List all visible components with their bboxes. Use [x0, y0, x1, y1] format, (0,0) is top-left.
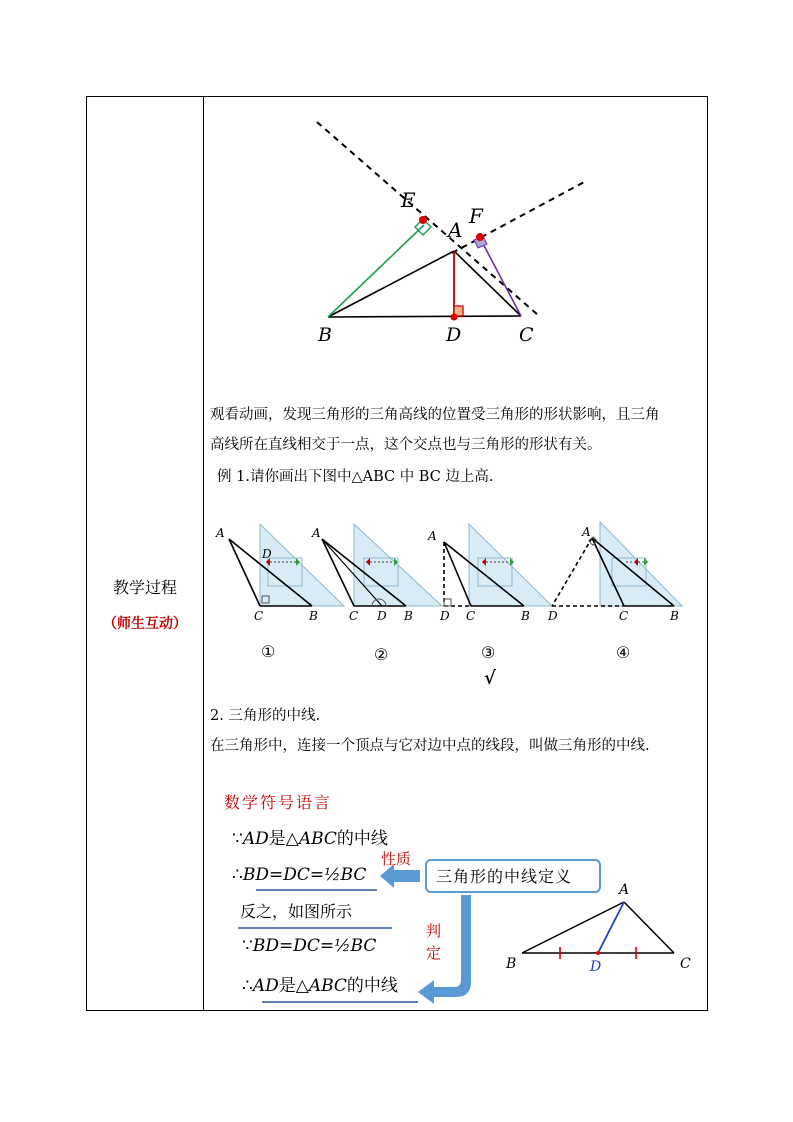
symbolic-language-title: 数学符号语言 — [224, 793, 333, 812]
math-text: ABC — [308, 976, 347, 996]
median-diagram — [204, 782, 708, 1010]
property-label: 性质 — [381, 850, 412, 868]
section-heading: 2. 三角形的中线. — [210, 708, 321, 724]
vertex-label: D — [590, 959, 602, 975]
point-label: F — [469, 204, 483, 228]
fig-label: C — [349, 609, 359, 623]
fig-label: C — [254, 609, 264, 623]
section-title: 教学过程 — [112, 578, 177, 597]
lesson-table — [86, 96, 708, 1011]
example-figures — [204, 512, 708, 692]
therefore-symbol: ∴ — [242, 976, 253, 996]
svg-text:∴BD=DC=½BC — [232, 865, 366, 885]
math-text: BD=DC=½BC — [242, 865, 367, 885]
fig-label: D — [262, 547, 272, 561]
because-symbol: ∵ — [242, 936, 253, 956]
figure-number: ③ — [481, 643, 496, 662]
therefore-symbol: ∴ — [232, 865, 243, 885]
vertex-label: B — [506, 956, 517, 972]
math-text: 是△ — [268, 829, 299, 849]
judgment-label: 判 — [426, 922, 442, 940]
fig-label: C — [619, 609, 629, 623]
section-subtitle: （师生互动） — [103, 616, 187, 632]
fig-label: B — [404, 609, 413, 623]
figure-number: ① — [261, 642, 276, 661]
check-mark: √ — [484, 668, 496, 689]
math-text: 的中线 — [346, 976, 398, 996]
because-symbol: ∵ — [232, 829, 243, 849]
fig-label: C — [466, 609, 476, 623]
fig-label: A — [582, 525, 591, 539]
point-label: C — [519, 324, 534, 346]
svg-text:∵BD=DC=½BC — [242, 936, 376, 956]
definition-text: 在三角形中，连接一个顶点与它对边中点的线段，叫做三角形的中线. — [210, 738, 650, 754]
fig-label: D — [548, 609, 558, 623]
fig-label: B — [670, 609, 679, 623]
vertex-label: C — [680, 956, 691, 972]
definition-box-label: 三角形的中线定义 — [436, 867, 573, 886]
point-label: A — [448, 218, 463, 242]
converse-text: 反之，如图所示 — [240, 902, 353, 921]
figure-number: ④ — [616, 643, 631, 662]
altitude-figure — [204, 97, 708, 357]
example-heading: 例 1.请你画出下图中△ABC 中 BC 边上高. — [217, 469, 494, 485]
fig-label: D — [440, 609, 450, 623]
fig-label: D — [377, 609, 387, 623]
math-text: BD=DC=½BC — [252, 936, 377, 956]
fig-label: A — [312, 526, 321, 540]
paragraph-line-1: 观看动画，发现三角形的三角高线的位置受三角形的形状影响，且三角 — [210, 407, 660, 423]
fig-label: B — [309, 609, 318, 623]
math-text: ABC — [298, 829, 337, 849]
svg-text:∴AD是△ABC的中线 — [242, 976, 398, 996]
math-text: AD — [252, 976, 279, 996]
vertex-label: A — [619, 882, 630, 898]
judgment-label: 定 — [426, 944, 442, 962]
fig-label: B — [521, 609, 530, 623]
fig-label: A — [428, 529, 437, 543]
figure-number: ② — [374, 645, 389, 664]
fig-label: A — [216, 526, 225, 540]
math-text: 的中线 — [336, 829, 388, 849]
math-text: AD — [242, 829, 269, 849]
point-label: E — [401, 188, 416, 212]
paragraph-line-2: 高线所在直线相交于一点，这个交点也与三角形的形状有关。 — [210, 437, 602, 453]
point-label: D — [446, 324, 462, 346]
svg-text:∵AD是△ABC的中线 — [232, 829, 388, 849]
point-label: B — [318, 324, 332, 346]
math-text: 是△ — [278, 976, 309, 996]
